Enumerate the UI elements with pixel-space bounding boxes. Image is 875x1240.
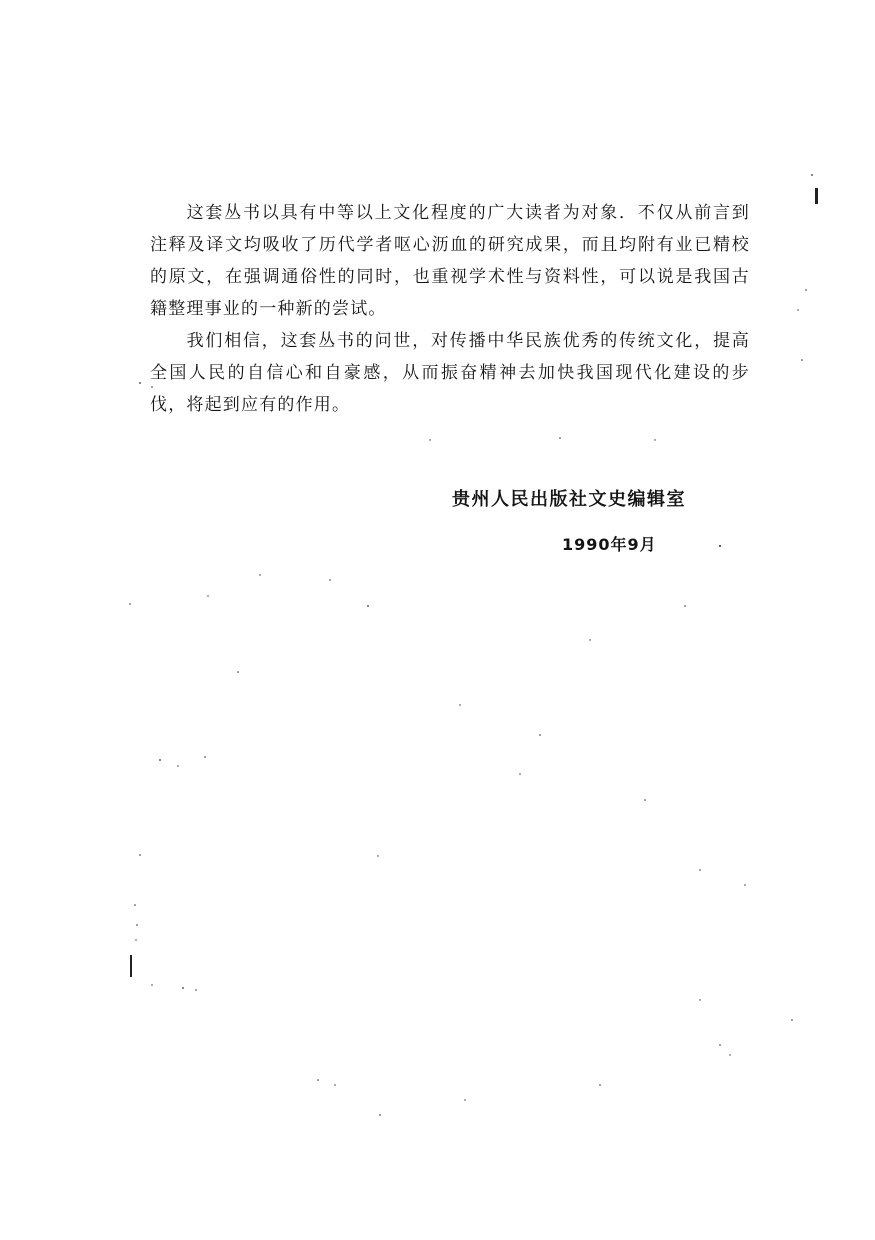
scan-edge-mark <box>130 955 132 977</box>
body-paragraph-1 <box>150 197 750 325</box>
paragraph-2-text: 我们相信，这套丛书的问世，对传播中华民族优秀的传统文化，提高全国人民的自信心和自豪感，从而振奋精神去加快我国现代化建设的步伐，将起到应有的作用。 <box>150 331 750 415</box>
scan-edge-mark <box>815 188 818 204</box>
paragraph-1-text: 这套丛书以具有中等以上文化程度的广大读者为对象．不仅从前言到注释及译文均吸收了历代学者呕心沥血的研究成果，而且均附有业已精校的原文，在强调通俗性的同时，也重视学术性与资料性，可以说是我国古籍整理事业的一种新的尝试。 <box>150 203 750 319</box>
publication-date: 1990年9月 <box>562 535 657 554</box>
publisher-signature: 贵州人民出版社文史编辑室 <box>452 489 686 510</box>
body-paragraph-2 <box>150 325 750 421</box>
